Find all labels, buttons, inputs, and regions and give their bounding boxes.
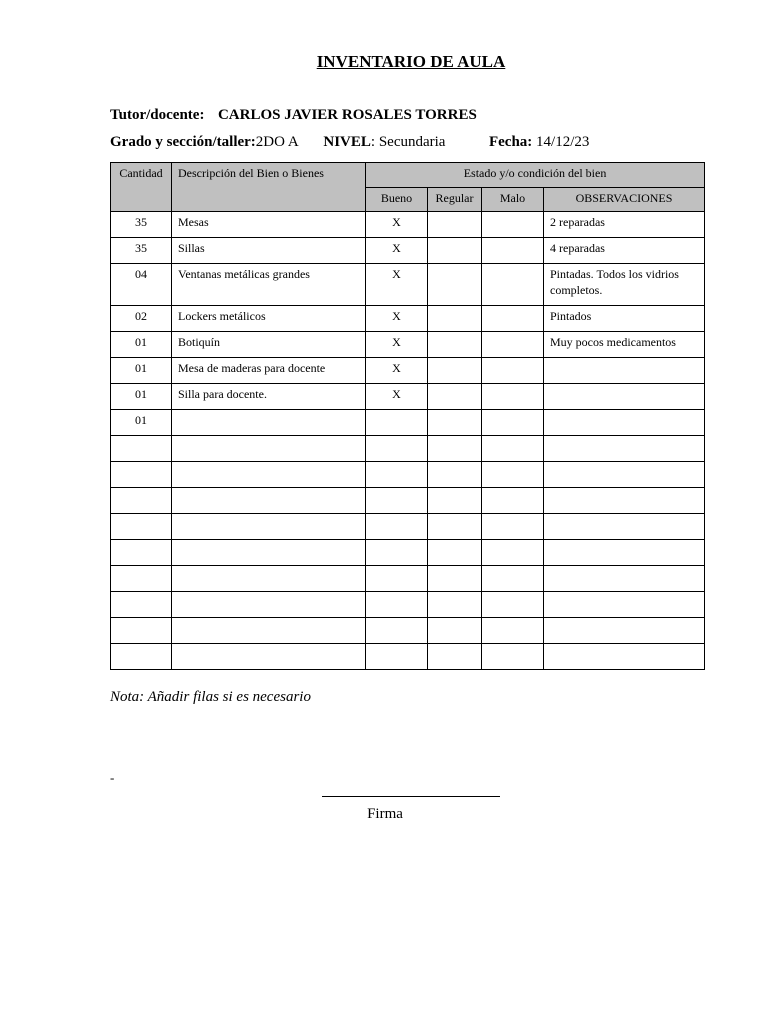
cell-malo [482, 384, 544, 410]
cell-bueno [366, 618, 428, 644]
cell-descripcion [172, 566, 366, 592]
cell-cantidad: 01 [111, 410, 172, 436]
cell-observaciones [544, 384, 705, 410]
cell-regular [428, 410, 482, 436]
cell-cantidad [111, 488, 172, 514]
cell-malo [482, 644, 544, 670]
cell-cantidad [111, 566, 172, 592]
cell-descripcion [172, 540, 366, 566]
cell-bueno [366, 410, 428, 436]
table-row [111, 358, 705, 384]
cell-regular [428, 384, 482, 410]
nivel-value: : Secundaria [370, 134, 446, 150]
signature-label: Firma [367, 806, 403, 822]
cell-cantidad [111, 644, 172, 670]
cell-descripcion [172, 410, 366, 436]
cell-regular [428, 212, 482, 238]
header-bueno: Bueno [366, 188, 428, 212]
cell-descripcion [172, 592, 366, 618]
table-row [111, 410, 705, 436]
cell-regular [428, 644, 482, 670]
cell-malo [482, 488, 544, 514]
table-row [111, 514, 705, 540]
cell-descripcion [172, 462, 366, 488]
cell-descripcion: Lockers metálicos [172, 306, 366, 332]
cell-bueno [366, 488, 428, 514]
table-row [111, 436, 705, 462]
nivel-label: NIVEL [323, 134, 371, 150]
table-row [111, 644, 705, 670]
tutor-line [110, 107, 477, 124]
table-row [111, 540, 705, 566]
cell-descripcion [172, 514, 366, 540]
cell-regular [428, 358, 482, 384]
cell-bueno: X [366, 212, 428, 238]
table-row [111, 384, 705, 410]
table-row [111, 488, 705, 514]
fecha-value: 14/12/23 [536, 134, 590, 150]
header-observaciones: OBSERVACIONES [544, 188, 705, 212]
cell-malo [482, 618, 544, 644]
grado-line [110, 134, 589, 151]
note-text: Nota: Añadir filas si es necesario [110, 689, 311, 705]
cell-bueno: X [366, 238, 428, 264]
cell-observaciones: Muy pocos medicamentos [544, 332, 705, 358]
cell-regular [428, 566, 482, 592]
cell-cantidad [111, 436, 172, 462]
cell-bueno: X [366, 332, 428, 358]
cell-cantidad [111, 514, 172, 540]
cell-bueno [366, 436, 428, 462]
cell-descripcion: Sillas [172, 238, 366, 264]
cell-descripcion [172, 644, 366, 670]
inventory-table [110, 162, 705, 670]
table-row [111, 566, 705, 592]
cell-bueno [366, 592, 428, 618]
cell-cantidad [111, 618, 172, 644]
header-descripcion: Descripción del Bien o Bienes [172, 163, 366, 212]
cell-bueno: X [366, 264, 428, 306]
grado-label: Grado y sección/taller: [110, 134, 256, 150]
cell-cantidad [111, 540, 172, 566]
cell-regular [428, 514, 482, 540]
cell-descripcion [172, 618, 366, 644]
cell-cantidad: 01 [111, 358, 172, 384]
cell-bueno [366, 540, 428, 566]
header-cantidad: Cantidad [111, 163, 172, 212]
table-row [111, 238, 705, 264]
cell-malo [482, 306, 544, 332]
table-row [111, 264, 705, 306]
cell-malo [482, 462, 544, 488]
cell-regular [428, 488, 482, 514]
cell-malo [482, 410, 544, 436]
cell-regular [428, 540, 482, 566]
cell-malo [482, 566, 544, 592]
cell-observaciones [544, 436, 705, 462]
cell-regular [428, 238, 482, 264]
document-title: INVENTARIO DE AULA [316, 52, 506, 71]
cell-observaciones [544, 462, 705, 488]
cell-observaciones [544, 488, 705, 514]
cell-observaciones: 4 reparadas [544, 238, 705, 264]
table-row [111, 306, 705, 332]
cell-descripcion: Mesa de maderas para docente [172, 358, 366, 384]
cell-bueno: X [366, 384, 428, 410]
cell-malo [482, 238, 544, 264]
cell-observaciones [544, 566, 705, 592]
cell-observaciones [544, 592, 705, 618]
cell-cantidad: 02 [111, 306, 172, 332]
header-malo: Malo [482, 188, 544, 212]
cell-bueno [366, 644, 428, 670]
dash-mark: - [110, 770, 115, 785]
cell-malo [482, 540, 544, 566]
table-row [111, 332, 705, 358]
cell-observaciones [544, 644, 705, 670]
cell-descripcion: Ventanas metálicas grandes [172, 264, 366, 306]
cell-cantidad: 04 [111, 264, 172, 306]
cell-observaciones: Pintados [544, 306, 705, 332]
cell-bueno [366, 566, 428, 592]
cell-descripcion: Botiquín [172, 332, 366, 358]
cell-cantidad: 01 [111, 332, 172, 358]
cell-observaciones [544, 618, 705, 644]
cell-bueno: X [366, 358, 428, 384]
cell-malo [482, 212, 544, 238]
cell-descripcion: Silla para docente. [172, 384, 366, 410]
cell-descripcion [172, 436, 366, 462]
cell-descripcion [172, 488, 366, 514]
cell-bueno: X [366, 306, 428, 332]
cell-cantidad: 35 [111, 238, 172, 264]
cell-regular [428, 306, 482, 332]
cell-cantidad: 35 [111, 212, 172, 238]
table-row [111, 212, 705, 238]
tutor-value: CARLOS JAVIER ROSALES TORRES [217, 107, 477, 123]
cell-malo [482, 436, 544, 462]
cell-regular [428, 618, 482, 644]
cell-malo [482, 264, 544, 306]
cell-malo [482, 332, 544, 358]
cell-bueno [366, 514, 428, 540]
cell-descripcion: Mesas [172, 212, 366, 238]
cell-regular [428, 332, 482, 358]
cell-cantidad [111, 462, 172, 488]
cell-bueno [366, 462, 428, 488]
table-row [111, 462, 705, 488]
cell-cantidad: 01 [111, 384, 172, 410]
grado-value: 2DO A [255, 134, 298, 150]
cell-malo [482, 514, 544, 540]
cell-observaciones [544, 514, 705, 540]
cell-regular [428, 436, 482, 462]
cell-regular [428, 462, 482, 488]
header-estado: Estado y/o condición del bien [366, 163, 705, 188]
cell-malo [482, 592, 544, 618]
table-row [111, 618, 705, 644]
fecha-label: Fecha: [488, 134, 533, 150]
cell-observaciones [544, 358, 705, 384]
cell-observaciones [544, 540, 705, 566]
cell-observaciones: 2 reparadas [544, 212, 705, 238]
header-regular: Regular [428, 188, 482, 212]
cell-malo [482, 358, 544, 384]
cell-cantidad [111, 592, 172, 618]
signature-line [322, 796, 500, 797]
cell-observaciones [544, 410, 705, 436]
cell-observaciones: Pintadas. Todos los vidrios completos. [544, 264, 705, 306]
table-row [111, 592, 705, 618]
cell-regular [428, 592, 482, 618]
tutor-label: Tutor/docente: [110, 107, 205, 123]
cell-regular [428, 264, 482, 306]
